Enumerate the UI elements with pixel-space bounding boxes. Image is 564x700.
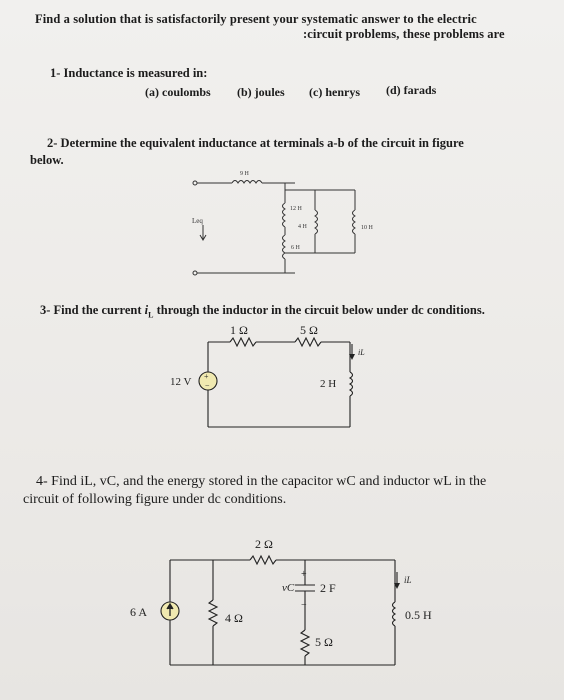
intro-line-1: Find a solution that is satisfactorily present your systematic answer to the electric <box>35 12 477 26</box>
q4-stem-line-2: circuit of following figure under dc conditions. <box>23 492 287 507</box>
current-il-label: iL <box>358 348 365 357</box>
resistor-5-label: 5 Ω <box>315 635 333 649</box>
q2-stem-line-2: below. <box>30 153 64 167</box>
q1-option-b: (b) joules <box>237 85 285 99</box>
inductor-10h-label: 10 H <box>361 225 373 231</box>
resistor-5-label: 5 Ω <box>300 323 318 337</box>
source-6a-label: 6 A <box>130 605 148 619</box>
inductor-12h-label: 12 H <box>290 206 302 212</box>
vc-minus-sign: − <box>301 600 307 611</box>
intro-line-2: :circuit problems, these problems are <box>303 27 505 41</box>
inductor-05h-label: 0.5 H <box>405 608 432 622</box>
current-il-label: iL <box>404 575 412 585</box>
q3-stem-var: i <box>144 303 149 317</box>
q1-option-a: (a) coulombs <box>145 85 211 99</box>
svg-text:−: − <box>205 381 210 390</box>
resistor-2-label: 2 Ω <box>255 537 273 551</box>
capacitor-2f-label: 2 F <box>320 581 336 595</box>
q1-stem: 1- Inductance is measured in: <box>50 66 208 80</box>
inductor-9h-label: 9 H <box>240 171 249 177</box>
inductor-4h-label: 4 H <box>298 224 307 230</box>
inductor-2h-label: 2 H <box>320 378 337 390</box>
vc-label: vC <box>282 582 295 594</box>
q4-stem-line-1: 4- Find iL, vC, and the energy stored in the capacitor wC and inductor wL in the <box>36 474 487 489</box>
leq-label: Leq <box>192 217 203 225</box>
inductor-network-diagram <box>185 165 375 285</box>
vc-plus-sign: + <box>301 569 307 580</box>
q2-stem-line-1: 2- Determine the equivalent inductance at terminals a-b of the circuit in figure <box>47 136 464 150</box>
q3-stem <box>40 303 485 320</box>
svg-text:+: + <box>204 372 209 381</box>
q1-option-d: (d) farads <box>386 83 437 97</box>
dc-inductor-circuit-diagram <box>160 322 380 437</box>
source-12v-label: 12 V <box>170 376 192 388</box>
resistor-1-label: 1 Ω <box>230 323 248 337</box>
q3-stem-sub: L <box>148 310 154 320</box>
q3-stem-post: through the inductor in the circuit below under dc conditions. <box>153 303 485 317</box>
inductor-6h-label: 6 H <box>291 245 300 251</box>
resistor-4-label: 4 Ω <box>225 611 243 625</box>
q1-option-c: (c) henrys <box>309 85 360 99</box>
dc-rlc-circuit-diagram <box>125 530 445 680</box>
q3-stem-pre: 3- Find the current <box>40 303 145 317</box>
